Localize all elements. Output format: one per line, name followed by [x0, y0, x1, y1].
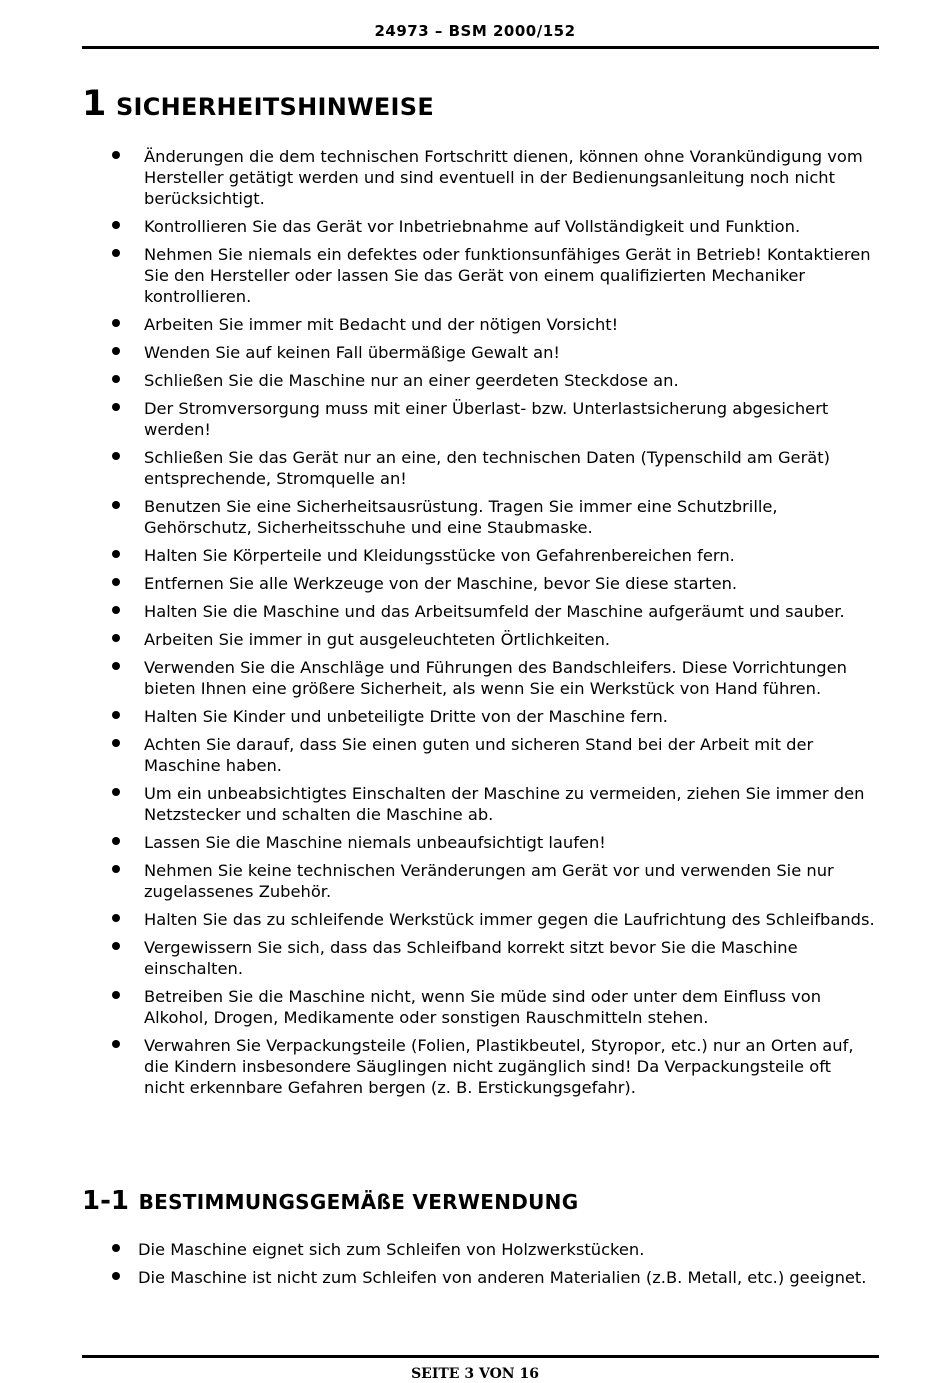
bullet-icon [112, 452, 120, 460]
list-item: Die Maschine ist nicht zum Schleifen von anderen Materialien (z.B. Metall, etc.) geeignet. [106, 1267, 876, 1288]
footer-rule [82, 1355, 879, 1358]
document-header: 24973 – BSM 2000/152 [374, 22, 576, 40]
section-title: SICHERHEITSHINWEISE [115, 93, 435, 121]
bullet-icon [112, 151, 120, 159]
page-number: SEITE 3 VON 16 [411, 1366, 539, 1382]
section-title: BESTIMMUNGSGEMÄßE VERWENDUNG [138, 1190, 579, 1214]
bullet-icon [112, 662, 120, 670]
bullet-icon [112, 578, 120, 586]
list-item: Arbeiten Sie immer in gut ausgeleuchteten Örtlichkeiten. [106, 629, 876, 650]
section-heading-1 [82, 84, 434, 124]
bullet-icon [112, 403, 120, 411]
bullet-icon [112, 739, 120, 747]
bullet-icon [112, 1040, 120, 1048]
bullet-icon [112, 837, 120, 845]
header-rule [82, 46, 879, 49]
list-item: Wenden Sie auf keinen Fall übermäßige Gewalt an! [106, 342, 876, 363]
list-item: Nehmen Sie niemals ein defektes oder funktionsunfähiges Gerät in Betrieb! Kontaktieren Sie den Hersteller oder lassen Sie das Gerät von einem qualifizierten Mechaniker kontrollieren. [106, 244, 876, 307]
bullet-icon [112, 711, 120, 719]
section-number: 1-1 [82, 1186, 129, 1216]
list-item: Achten Sie darauf, dass Sie einen guten und sicheren Stand bei der Arbeit mit der Maschine haben. [106, 734, 876, 776]
list-item: Halten Sie das zu schleifende Werkstück immer gegen die Laufrichtung des Schleifbands. [106, 909, 876, 930]
list-item: Die Maschine eignet sich zum Schleifen von Holzwerkstücken. [106, 1239, 876, 1260]
intended-use-list [106, 1239, 876, 1295]
list-item: Betreiben Sie die Maschine nicht, wenn Sie müde sind oder unter dem Einfluss von Alkohol, Drogen, Medikamente oder sonstigen Rauschmitteln stehen. [106, 986, 876, 1028]
list-item: Verwahren Sie Verpackungsteile (Folien, Plastikbeutel, Styropor, etc.) nur an Orten auf, die Kindern insbesondere Säuglingen nicht zugänglich sind! Da Verpackungsteile oft nicht erkennbare Gefahren bergen (z. B. Erstickungsgefahr). [106, 1035, 876, 1098]
list-item: Änderungen die dem technischen Fortschritt dienen, können ohne Vorankündigung vom Hersteller getätigt werden und sind eventuell in der Bedienungsanleitung noch nicht berücksichtigt. [106, 146, 876, 209]
safety-instructions-list [106, 146, 876, 1105]
bullet-icon [112, 606, 120, 614]
bullet-icon [112, 788, 120, 796]
list-item: Halten Sie die Maschine und das Arbeitsumfeld der Maschine aufgeräumt und sauber. [106, 601, 876, 622]
bullet-icon [112, 942, 120, 950]
bullet-icon [112, 1244, 120, 1252]
list-item: Nehmen Sie keine technischen Veränderungen am Gerät vor und verwenden Sie nur zugelassenes Zubehör. [106, 860, 876, 902]
list-item: Verwenden Sie die Anschläge und Führungen des Bandschleifers. Diese Vorrichtungen bieten Ihnen eine größere Sicherheit, als wenn Sie ein Werkstück von Hand führen. [106, 657, 876, 699]
bullet-icon [112, 375, 120, 383]
list-item: Vergewissern Sie sich, dass das Schleifband korrekt sitzt bevor Sie die Maschine einschalten. [106, 937, 876, 979]
list-item: Der Stromversorgung muss mit einer Überlast- bzw. Unterlastsicherung abgesichert werden! [106, 398, 876, 440]
list-item: Halten Sie Körperteile und Kleidungsstücke von Gefahrenbereichen fern. [106, 545, 876, 566]
list-item: Arbeiten Sie immer mit Bedacht und der nötigen Vorsicht! [106, 314, 876, 335]
list-item: Schließen Sie das Gerät nur an eine, den technischen Daten (Typenschild am Gerät) entsprechende, Stromquelle an! [106, 447, 876, 489]
list-item: Kontrollieren Sie das Gerät vor Inbetriebnahme auf Vollständigkeit und Funktion. [106, 216, 876, 237]
bullet-icon [112, 221, 120, 229]
list-item: Halten Sie Kinder und unbeteiligte Dritte von der Maschine fern. [106, 706, 876, 727]
list-item: Benutzen Sie eine Sicherheitsausrüstung. Tragen Sie immer eine Schutzbrille, Gehörschutz, Sicherheitsschuhe und eine Staubmaske. [106, 496, 876, 538]
bullet-icon [112, 550, 120, 558]
bullet-icon [112, 501, 120, 509]
bullet-icon [112, 249, 120, 257]
bullet-icon [112, 1272, 120, 1280]
bullet-icon [112, 319, 120, 327]
bullet-icon [112, 914, 120, 922]
list-item: Um ein unbeabsichtigtes Einschalten der Maschine zu vermeiden, ziehen Sie immer den Netzstecker und schalten die Maschine ab. [106, 783, 876, 825]
section-heading-1-1 [82, 1186, 578, 1216]
list-item: Lassen Sie die Maschine niemals unbeaufsichtigt laufen! [106, 832, 876, 853]
bullet-icon [112, 347, 120, 355]
list-item: Schließen Sie die Maschine nur an einer geerdeten Steckdose an. [106, 370, 876, 391]
section-number: 1 [82, 84, 107, 124]
bullet-icon [112, 991, 120, 999]
bullet-icon [112, 865, 120, 873]
list-item: Entfernen Sie alle Werkzeuge von der Maschine, bevor Sie diese starten. [106, 573, 876, 594]
bullet-icon [112, 634, 120, 642]
